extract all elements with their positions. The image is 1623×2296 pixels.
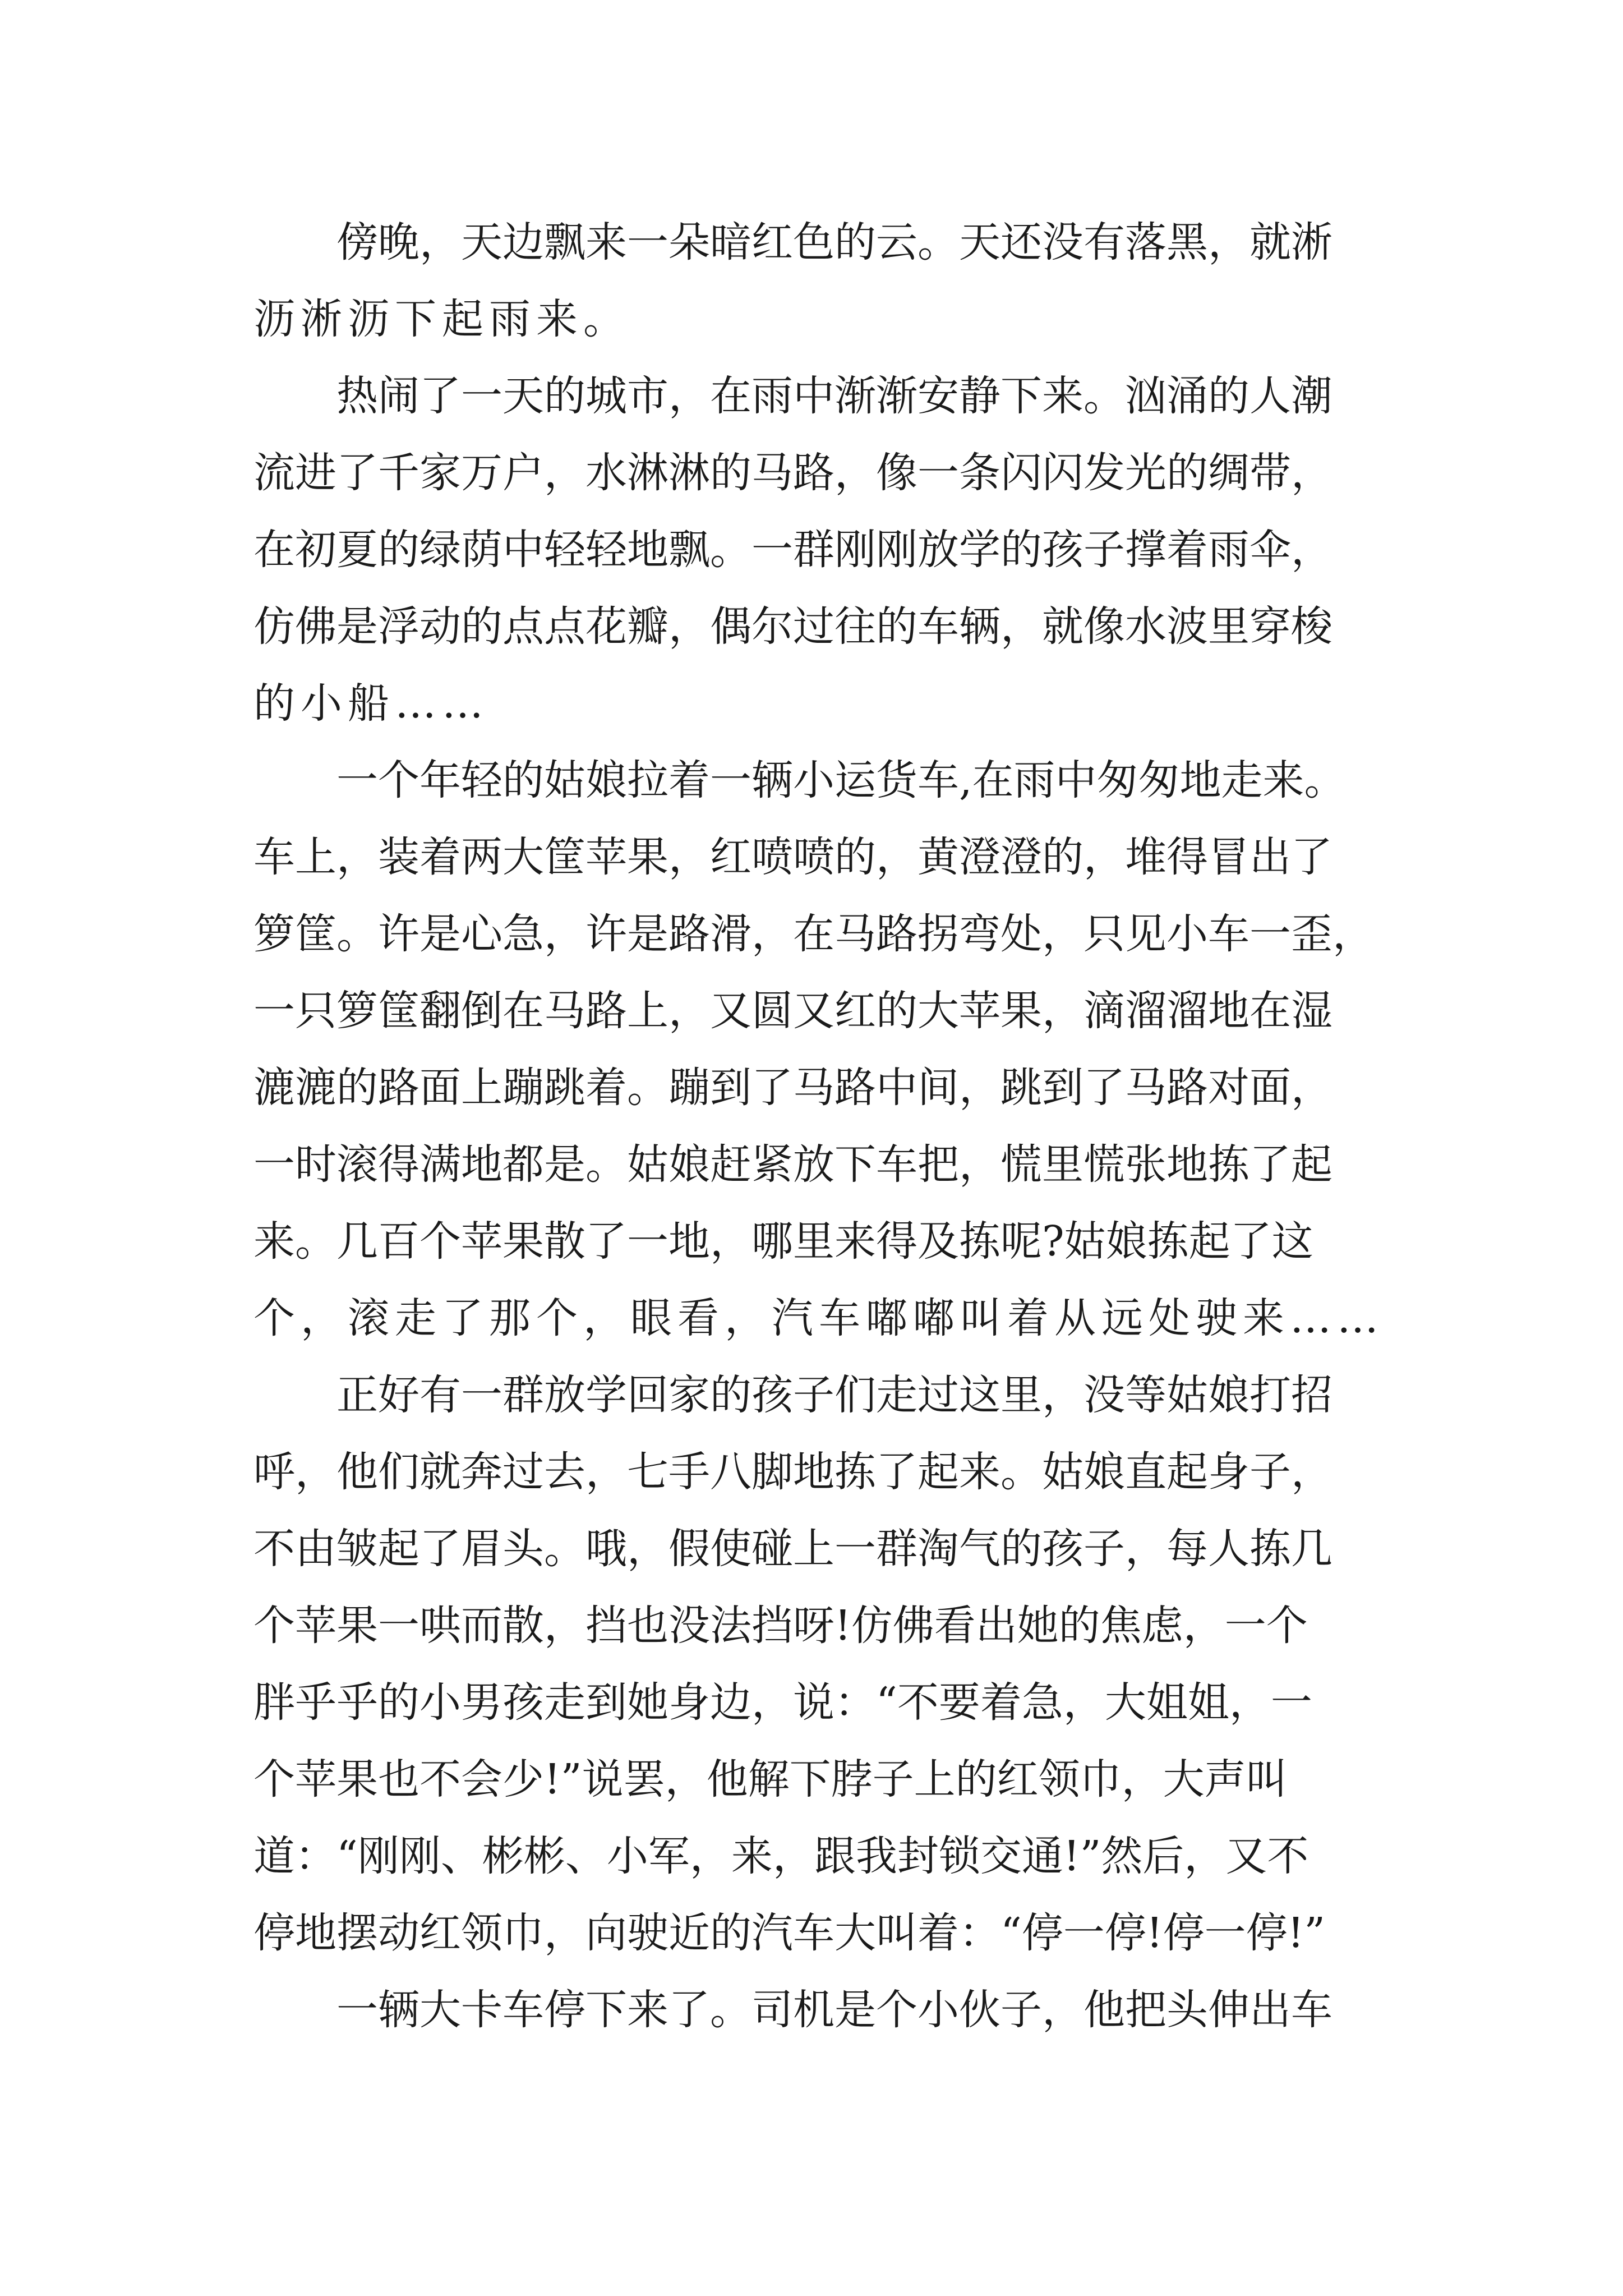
- paragraph-line: 呼，他们就奔过去，七手八脚地拣了起来。姑娘直起身子，: [253, 1448, 1332, 1496]
- paragraph-line: 车上，装着两大筐苹果，红喷喷的，黄澄澄的，堆得冒出了: [253, 833, 1332, 881]
- paragraph-line: 一时滚得满地都是。姑娘赶紧放下车把，慌里慌张地拣了起: [253, 1140, 1332, 1189]
- paragraph-first-line: 正好有一群放学回家的孩子们走过这里，没等姑娘打招: [336, 1371, 1332, 1419]
- paragraph-line: 漉漉的路面上蹦跳着。蹦到了马路中间，跳到了马路对面，: [253, 1064, 1332, 1112]
- paragraph-line: 道：“刚刚、彬彬、小军，来，跟我封锁交通!”然后，又不: [253, 1832, 1309, 1880]
- paragraph-line: 来。几百个苹果散了一地，哪里来得及拣呢?姑娘拣起了这: [253, 1217, 1313, 1266]
- paragraph-line: 的小船……: [253, 679, 489, 728]
- paragraph-first-line: 热闹了一天的城市，在雨中渐渐安静下来。汹涌的人潮: [336, 372, 1332, 420]
- body-text: [253, 204, 1385, 2049]
- paragraph-line: 在初夏的绿荫中轻轻地飘。一群刚刚放学的孩子撑着雨伞，: [253, 526, 1332, 574]
- paragraph-line: 个苹果一哄而散，挡也没法挡呀!仿佛看出她的焦虑，一个: [253, 1602, 1308, 1650]
- paragraph-line: 胖乎乎的小男孩走到她身边，说：“不要着急，大姐姐，一: [253, 1678, 1312, 1727]
- paragraph-first-line: 一个年轻的姑娘拉着一辆小运货车,在雨中匆匆地走来。: [336, 756, 1346, 804]
- paragraph-line: 个苹果也不会少!”说罢，他解下脖子上的红领巾，大声叫: [253, 1755, 1288, 1803]
- paragraph-line: 一只箩筐翻倒在马路上，又圆又红的大苹果，滴溜溜地在湿: [253, 987, 1332, 1035]
- paragraph-line: 流进了千家万户，水淋淋的马路，像一条闪闪发光的绸带，: [253, 449, 1332, 497]
- paragraph-line: 不由皱起了眉头。哦，假使碰上一群淘气的孩子，每人拣几: [253, 1525, 1332, 1573]
- paragraph-first-line: 傍晚，天边飘来一朵暗红色的云。天还没有落黑，就淅: [336, 218, 1332, 266]
- paragraph-first-line: 一辆大卡车停下来了。司机是个小伙子，他把头伸出车: [336, 1986, 1332, 2034]
- paragraph-line: 箩筐。许是心急，许是路滑，在马路拐弯处，只见小车一歪，: [253, 910, 1374, 958]
- paragraph-line: 个，滚走了那个，眼看，汽车嘟嘟叫着从远处驶来……: [253, 1294, 1384, 1342]
- paragraph-line: 仿佛是浮动的点点花瓣，偶尔过往的车辆，就像水波里穿梭: [253, 602, 1332, 651]
- paragraph-line: 沥淅沥下起雨来。: [253, 295, 630, 343]
- paragraph-line: 停地摆动红领巾，向驶近的汽车大叫着：“停一停!停一停!”: [253, 1909, 1326, 1957]
